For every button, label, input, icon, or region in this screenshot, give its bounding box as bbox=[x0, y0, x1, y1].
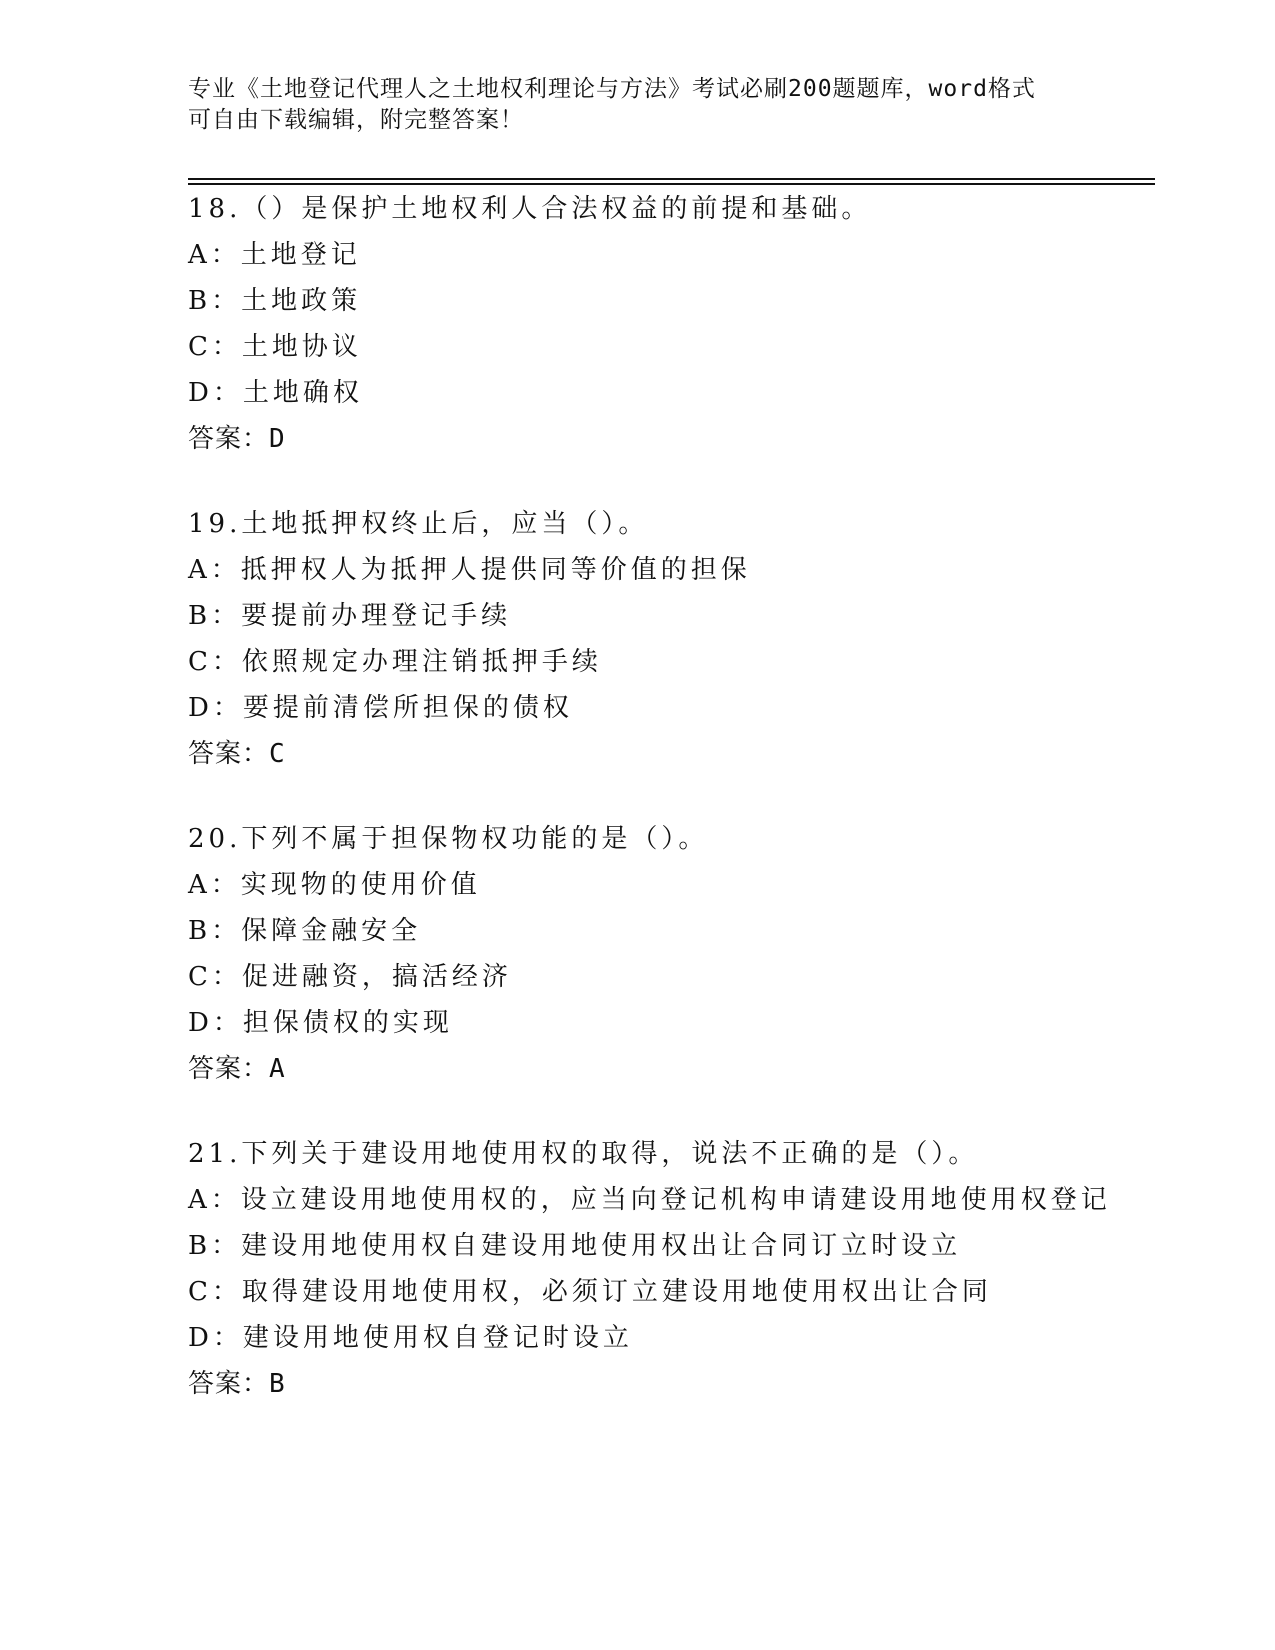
option-c: C：依照规定办理注销抵押手续 bbox=[188, 647, 602, 677]
option-d: D：要提前清偿所担保的债权 bbox=[188, 693, 573, 723]
option-b: B：建设用地使用权自建设用地使用权出让合同订立时设立 bbox=[188, 1231, 962, 1261]
option-c: C：土地协议 bbox=[188, 332, 362, 362]
option-c: C：取得建设用地使用权，必须订立建设用地使用权出让合同 bbox=[188, 1277, 992, 1307]
option-a: A：抵押权人为抵押人提供同等价值的担保 bbox=[188, 555, 751, 585]
option-b: B：要提前办理登记手续 bbox=[188, 601, 512, 631]
header-line-2: 可自由下载编辑，附完整答案！ bbox=[188, 107, 524, 133]
answer-line: 答案：D bbox=[188, 424, 286, 454]
option-a: A：设立建设用地使用权的，应当向登记机构申请建设用地使用权登记 bbox=[188, 1185, 1111, 1215]
header-divider-top bbox=[188, 178, 1155, 180]
header-divider-bottom bbox=[188, 183, 1155, 185]
answer-line: 答案：A bbox=[188, 1054, 286, 1084]
question-19 bbox=[188, 501, 1188, 777]
option-c: C：促进融资，搞活经济 bbox=[188, 962, 512, 992]
question-18 bbox=[188, 186, 1188, 462]
option-b: B：保障金融安全 bbox=[188, 916, 422, 946]
question-stem: 21.下列关于建设用地使用权的取得，说法不正确的是（）。 bbox=[188, 1139, 979, 1169]
question-stem: 20.下列不属于担保物权功能的是（）。 bbox=[188, 824, 709, 854]
answer-line: 答案：C bbox=[188, 739, 286, 769]
option-a: A：土地登记 bbox=[188, 240, 361, 270]
answer-line: 答案：B bbox=[188, 1369, 286, 1399]
question-20 bbox=[188, 816, 1188, 1092]
header-line-1: 专业《土地登记代理人之土地权利理论与方法》考试必刷200题题库，word格式 bbox=[188, 76, 1036, 102]
option-d: D：土地确权 bbox=[188, 378, 363, 408]
option-b: B：土地政策 bbox=[188, 286, 362, 316]
question-stem: 19.土地抵押权终止后，应当（）。 bbox=[188, 509, 649, 539]
question-21 bbox=[188, 1131, 1188, 1407]
option-d: D：建设用地使用权自登记时设立 bbox=[188, 1323, 633, 1353]
option-d: D：担保债权的实现 bbox=[188, 1008, 453, 1038]
option-a: A：实现物的使用价值 bbox=[188, 870, 481, 900]
question-stem: 18.（）是保护土地权利人合法权益的前提和基础。 bbox=[188, 194, 872, 224]
document-header bbox=[188, 74, 1088, 136]
